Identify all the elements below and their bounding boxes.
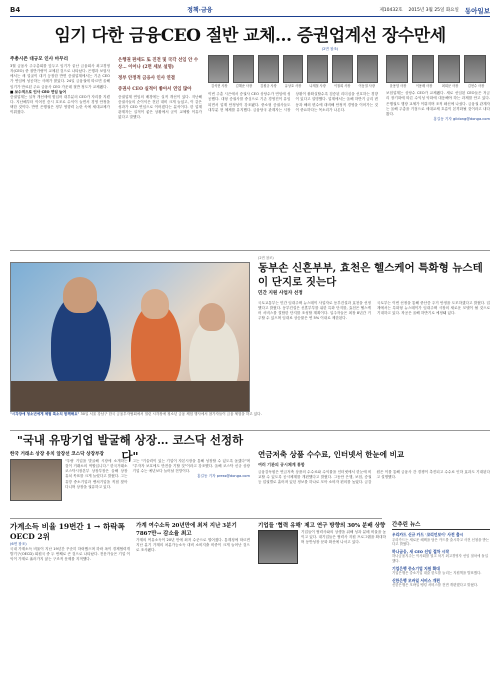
issue-date: 2015년 3월 25일 화요일	[408, 7, 459, 13]
story5-text: 국내 가계소득 비율이 지난 19년간 꾸준히 하락했으며 하락 폭이 경제협력개발기구(OECD) 회원국 중 두 번째로 큰 것으로 나타났다. 전문가들은 기업 이익이 가계로 흘러가지 않는 구조적 문제를 지적했다.	[10, 546, 130, 562]
right-email: 홍길동 기자 gildong@donga.com	[433, 116, 490, 121]
quote-1: 은행권 판세도 또 진전 및 국각 선임 안 수상… 이어나 (2면 세보 설명)	[118, 58, 199, 70]
ceo-name: 김해준 사장	[235, 84, 253, 88]
caption-text: 30일 서울 강남구 한국 금융투자협회에서 열린 시각장애 청소년 금융 체험 행사에서 참가자들이 금융 체험을 하고 있다.	[80, 412, 262, 416]
ceo-name: 이철희 사장	[333, 84, 351, 88]
ceo-name: 이용배 사장	[415, 84, 433, 88]
story3-subhead: 한국 거래소 상장 유치 앞장선 코스닥 상장부장	[10, 452, 104, 457]
ceo-portrait	[357, 55, 378, 83]
person-head	[141, 289, 169, 319]
story2-kicker: (2면 참조)	[258, 256, 274, 260]
ceo-names-right	[386, 84, 490, 88]
caption-label: "시각장애 청소년에게 체험 특소치 함께해요"	[10, 412, 80, 416]
ceo-portrait	[386, 55, 408, 83]
photo-caption	[10, 412, 390, 417]
top-story-mid	[208, 55, 378, 113]
brief-body: 신한은행은 모바일 뱅킹 서비스를 전면 개편했다고 밝혔다.	[392, 582, 479, 587]
top-story-ref: (2면 참조)	[321, 47, 339, 51]
ceo-names	[208, 84, 378, 88]
ceo-portrait	[412, 55, 434, 83]
section-divider	[10, 430, 490, 431]
story3-text1: "우량 기업을 발굴해 시장에 소개하는 것이 거래소의 역할입니다." 한국거래소 코스닥시장본부 상장부장은 올해 상장 유치 목표를 크게 늘렸다고 밝혔다. 그는 유망 중소기업과 벤처기업을 직접 찾아다니며 상장을 권유하고 있다.	[65, 459, 128, 489]
page-number: B4	[10, 6, 21, 15]
interview-story	[10, 450, 250, 503]
top-story-col1	[10, 55, 110, 115]
interview-headline: "국내 유망기업 발굴해 상장… 코스닥 선정하다"	[16, 433, 244, 463]
brief-title: 신한은행 모바일 서비스 개편	[392, 577, 440, 583]
col2-text: 증권업계 연임의 배경에는 실적 개선이 있다. 지난해 증권사들의 순이익은 전년 대비 크게 늘었고, 이 같은 성과가 CEO 연임으로 이어졌다는 분석이다. 한 업계 관계자는 실적이 좋은 상황에서 굳이 교체할 이유가 없다고 말했다.	[118, 95, 202, 120]
pension-story	[258, 450, 490, 485]
quote-2: 정부 안정적 금융사 인사 연결	[118, 76, 176, 81]
brief-item	[392, 566, 490, 576]
ceo-portraits	[208, 55, 378, 83]
story3-col1	[10, 459, 128, 503]
section-title: 정책·금융	[187, 6, 213, 14]
story2-text1: 국토교통부는 민간 임대주택 뉴스테이 사업자로 동부건설과 효천을 선정했다고 밝혔다. 동부건설은 신혼부부를 위한 특화 단지를, 효천은 헬스케어 서비스를 결합한 단지를 조성할 계획이다. 입주자들은 최장 8년간 거주할 수 있으며 임대료 상승률은 연 5% 이내로 제한된다.	[258, 300, 371, 321]
ceo-portraits-right	[386, 55, 490, 83]
story5-kicker: (6면 참조)	[10, 542, 27, 546]
col1-bold: ■ 보수적으로 인사 CEO 연임 늘어	[10, 89, 66, 94]
story2-columns	[258, 301, 490, 321]
top-story-right	[386, 55, 490, 122]
story2-title: 동부손 신흔부부, 효천은 헬스케어 특화형 뉴스테이 단지로 짓는다	[258, 261, 483, 288]
ceo-name: 유상호 사장	[284, 84, 302, 88]
corporate-sharing-story	[258, 522, 386, 566]
ceo-name: 최희문 사장	[441, 84, 459, 88]
story7-photo	[258, 530, 298, 564]
ceo-portrait	[438, 55, 460, 83]
news-brief-sidebar	[392, 522, 490, 588]
col1-text: 3월 금융사 주주총회를 앞두고 임기가 끝난 금융회사 최고경영자(CEO) 중 절반가량이 교체된 것으로 나타났다. 은행과 보험사에서는 새 얼굴이 대거 등장한 반면 증권업계에서는 기존 CEO가 연임에 성공하는 사례가 많았다. 24일 금융권에 따르면 올해 임기가 만료된 주요 금융사 CEO 가운데 절반 정도가 교체됐다.	[10, 64, 110, 89]
desk	[11, 381, 250, 412]
ceo-name: 김현수 사장	[467, 84, 485, 88]
ceo-name: 김원규 사장	[260, 84, 277, 88]
event-photo	[10, 262, 250, 412]
housing-story	[258, 256, 490, 321]
ceo-portrait	[233, 55, 254, 83]
ceo-portrait	[307, 55, 328, 83]
ceo-name: 이동열 사장	[358, 84, 375, 88]
brief-body: 하나금융지주는 이사회를 열고 차기 최고경영자 선임 절차에 돌입했다.	[392, 554, 488, 564]
story4-title: 연금저축 상품 수수료, 인터넷서 한눈에 비교	[258, 450, 405, 459]
col1-text2: 증권업계는 실적 개선세에 힘입어 대부분의 CEO가 자리를 지켰다. 지난해부터 이어진 증시 호조로 수익이 늘면서 경영 안정을 택한 것이다. 반면 은행권은 정부 영향력 논란 속에 세대교체가 이뤄졌다.	[10, 94, 110, 115]
story2-text2: 국토부는 이번 선정을 통해 중산층 주거 안정을 도모하겠다고 밝혔다. 업계에서는 특화형 뉴스테이가 임대주택 시장의 새로운 모델이 될 것으로 기대하고 있다. 착공은 올해 하반기로 예정돼 있다.	[377, 300, 490, 315]
surplus-income-story	[136, 522, 250, 553]
brief-title: 우리카드 신규 카드 '코리언보이' 사전 출시	[392, 532, 464, 538]
story3-col2	[133, 459, 251, 503]
story6-title: 가계 여수소득 20년만에 최저 지난 3분기 7867만→ 감소율 최고	[136, 523, 237, 537]
mid-text: 이번 주총 시즌에서 증권사 CEO 상당수가 연임에 성공했다. 대형 증권사를 중심으로 기존 경영진이 유임되면서 업계 안정성이 강조됐다. 중소형 증권사들도 대부분 현 체제를 유지했다. 금융당국 관계자는 시장 상황이 불확실할수록 검증된 리더십을 선호하는 경향이 있다고 설명했다. 업계에서는 올해 하반기 금리 변동과 해외 변수에 대비해 안정적 경영을 이어가는 것이 중요하다는 목소리가 나온다.	[208, 92, 378, 112]
story7-text: 기업들이 협력사와의 상생을 위해 성과 분배 비율을 높이고 있다. 대기업들은 협력사 지원 프로그램을 확대하며 동반성장 문화 확산에 나서고 있다.	[301, 530, 386, 545]
ceo-name: 윤용암 사장	[389, 84, 407, 88]
section-divider	[10, 250, 490, 251]
person-head	[63, 277, 97, 313]
story4-subhead: 여러 기관의 공시체계 통합	[258, 462, 305, 468]
ceo-portrait	[258, 55, 279, 83]
issue-number: 제10432호	[379, 7, 403, 13]
ceo-portrait	[283, 55, 304, 83]
household-income-story	[10, 522, 130, 562]
story2-subhead: 민간 지원 사업자 선정	[258, 290, 303, 296]
quote-3: 증권사 CEO 실적이 좋아서 연임 많아	[118, 87, 192, 92]
story5-title: 가계소득 비율 19번간 1 → 하락폭 OECD 2위	[10, 522, 125, 541]
story4-text: 금융감독원은 연금저축 상품의 수수료와 수익률을 인터넷에서 한눈에 비교할 수 있도록 공시체계를 개편했다고 밝혔다. 그동안 은행, 보험, 증권 등 업권별로 흩어져 있던 정보를 하나로 모아 소비자 편의를 높였다. 금감원은 이를 통해 금융사 간 경쟁이 촉진되고 수수료 인하 효과도 기대된다고 설명했다.	[258, 469, 490, 484]
brief-body: 우리카드는 새로운 혜택을 담은 카드를 출시하고 사전 신청을 받는다고 밝혔다.	[392, 537, 490, 547]
person-head	[199, 303, 225, 331]
story3-byline: 홍길동 기자 press@donga.com	[197, 474, 250, 479]
brief-title: 하나금융, 새 CEO 선임 절차 시작	[392, 549, 450, 555]
top-headline: 임기 다한 금융CEO 절반 교체… 증권업계선 장수만세	[54, 26, 446, 46]
story7-text-wrap	[258, 530, 386, 545]
story6-text: 가계의 여유소득이 20년 만에 최저 수준으로 떨어졌다. 통계청에 따르면 지난 분기 가계의 처분가능소득 대비 소비지출 비중이 크게 늘어난 것으로 조사됐다.	[136, 538, 250, 553]
top-story	[10, 55, 490, 238]
brief-item	[392, 549, 490, 564]
header-meta	[379, 7, 490, 16]
brief-title: 기업은행 중소기업 지원 확대	[392, 565, 440, 571]
page-header	[10, 6, 490, 17]
story3-columns	[10, 459, 250, 503]
brief-body: 기업은행은 중소기업 대출 한도를 늘리는 지원책을 발표했다.	[392, 570, 482, 575]
story3-text2: 그는 "기술력이 있는 기업이 자본시장을 통해 성장할 수 있도록 돕겠다"며 "투자자 보호에도 만전을 기할 것"이라고 강조했다. 올해 코스닥 신규 상장 기업 수는 예년보다 늘어날 전망이다.	[132, 459, 250, 474]
ceo-portrait	[208, 55, 229, 83]
right-text: 보험업계는 상당수 CEO가 교체됐다. 새로 선임된 CEO들은 저금리 장기화에 따른 수익성 악화에 대응해야 하는 과제를 안고 있다. 은행권도 행장 교체가 이뤄지며 조직 쇄신에 나섰다. 금융권 관계자는 올해 주총을 기점으로 세대교체 흐름이 본격화될 것이라고 내다봤다.	[386, 91, 491, 116]
brief-item	[392, 578, 490, 588]
top-story-col2	[118, 55, 202, 120]
section-divider	[10, 518, 382, 519]
brief-item	[392, 532, 490, 547]
ceo-portrait	[332, 55, 353, 83]
interviewee-photo	[10, 459, 62, 501]
ceo-name: 김석현 사장	[211, 84, 228, 88]
story7-title: 기업들 '협력 유해' 제고 연구 방향의 30% 분배 상향	[258, 523, 386, 529]
ceo-portrait	[464, 55, 486, 83]
newspaper-logo: 동아일보	[464, 6, 490, 15]
col1-subhead: 주총시즌 대규모 인사 마무리	[10, 57, 69, 62]
ceo-name: 나재철 사장	[309, 84, 326, 88]
sidebar-heading: 간추린 뉴스	[392, 522, 490, 530]
